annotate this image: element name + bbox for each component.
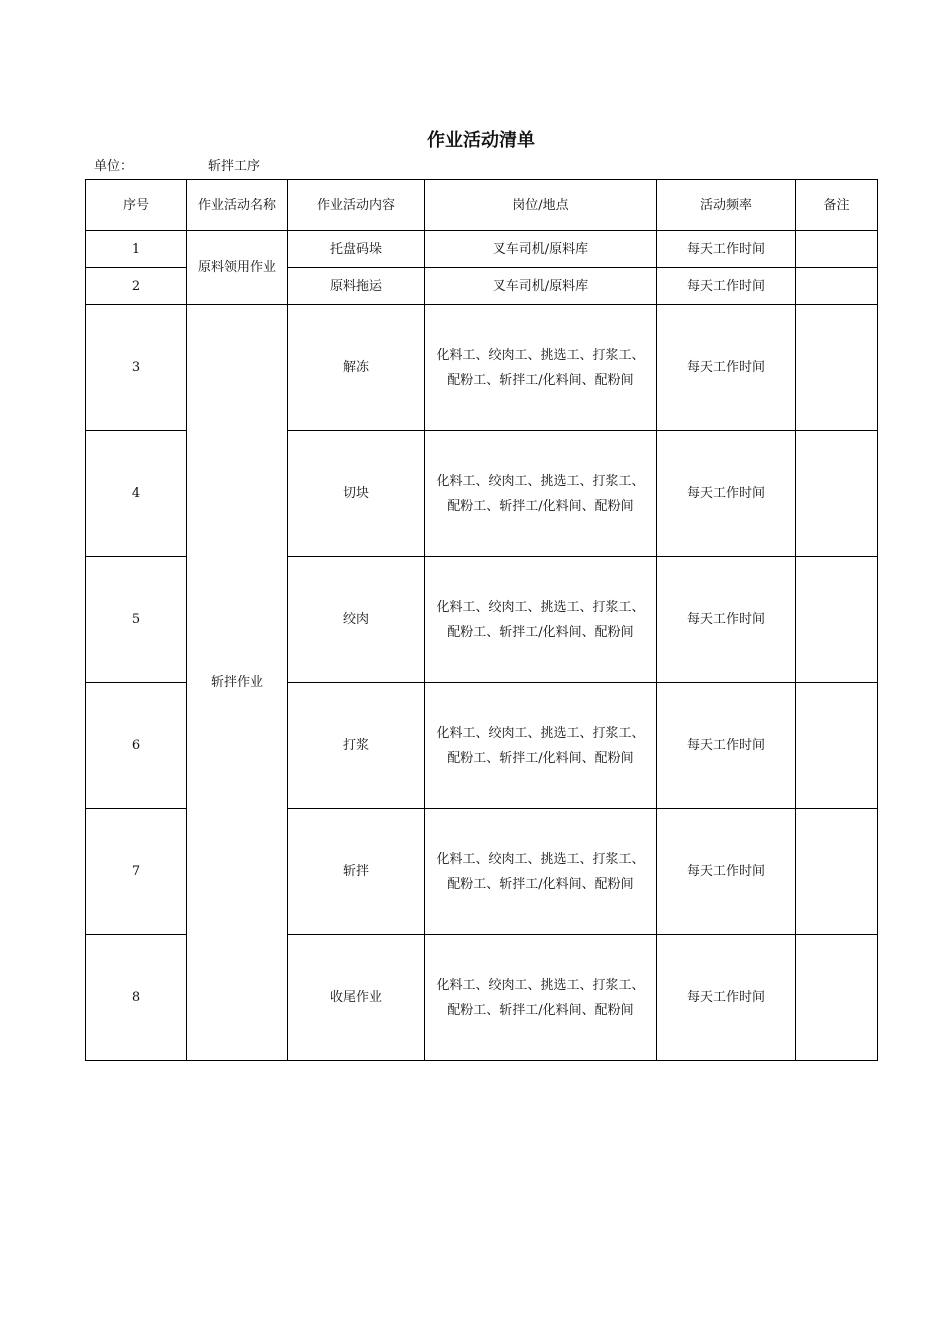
group-name-cell: 斩拌作业 xyxy=(187,305,288,1061)
table-row xyxy=(86,231,878,268)
post-cell: 化料工、绞肉工、挑选工、打浆工、配粉工、斩拌工/化料间、配粉间 xyxy=(425,809,657,935)
frequency-cell: 每天工作时间 xyxy=(657,935,796,1061)
post-cell: 化料工、绞肉工、挑选工、打浆工、配粉工、斩拌工/化料间、配粉间 xyxy=(425,431,657,557)
frequency-cell: 每天工作时间 xyxy=(657,231,796,268)
post-cell: 叉车司机/原料库 xyxy=(425,268,657,305)
activity-table xyxy=(85,179,878,1061)
table-row xyxy=(86,305,878,431)
header-cell: 作业活动名称 xyxy=(187,180,288,231)
row-number-cell: 5 xyxy=(86,557,187,683)
note-cell xyxy=(796,683,878,809)
row-number-cell: 4 xyxy=(86,431,187,557)
note-cell xyxy=(796,431,878,557)
note-cell xyxy=(796,231,878,268)
content-cell: 解冻 xyxy=(288,305,425,431)
row-number-cell: 1 xyxy=(86,231,187,268)
unit-label: 单位： xyxy=(94,159,134,174)
document-title: 作业活动清单 xyxy=(427,130,535,151)
note-cell xyxy=(796,305,878,431)
note-cell xyxy=(796,557,878,683)
header-cell: 岗位/地点 xyxy=(425,180,657,231)
frequency-cell: 每天工作时间 xyxy=(657,683,796,809)
post-cell: 化料工、绞肉工、挑选工、打浆工、配粉工、斩拌工/化料间、配粉间 xyxy=(425,935,657,1061)
content-cell: 切块 xyxy=(288,431,425,557)
frequency-cell: 每天工作时间 xyxy=(657,268,796,305)
post-cell: 化料工、绞肉工、挑选工、打浆工、配粉工、斩拌工/化料间、配粉间 xyxy=(425,683,657,809)
header-cell: 作业活动内容 xyxy=(288,180,425,231)
frequency-cell: 每天工作时间 xyxy=(657,557,796,683)
row-number-cell: 8 xyxy=(86,935,187,1061)
row-number-cell: 3 xyxy=(86,305,187,431)
note-cell xyxy=(796,268,878,305)
header-cell: 活动频率 xyxy=(657,180,796,231)
frequency-cell: 每天工作时间 xyxy=(657,809,796,935)
post-cell: 化料工、绞肉工、挑选工、打浆工、配粉工、斩拌工/化料间、配粉间 xyxy=(425,305,657,431)
frequency-cell: 每天工作时间 xyxy=(657,431,796,557)
group-name-cell: 原料领用作业 xyxy=(187,231,288,305)
post-cell: 叉车司机/原料库 xyxy=(425,231,657,268)
content-cell: 打浆 xyxy=(288,683,425,809)
note-cell xyxy=(796,809,878,935)
content-cell: 托盘码垛 xyxy=(288,231,425,268)
note-cell xyxy=(796,935,878,1061)
unit-value: 斩拌工序 xyxy=(208,159,261,174)
content-cell: 原料拖运 xyxy=(288,268,425,305)
content-cell: 收尾作业 xyxy=(288,935,425,1061)
frequency-cell: 每天工作时间 xyxy=(657,305,796,431)
table-header-row xyxy=(86,180,878,231)
header-cell: 备注 xyxy=(796,180,878,231)
header-cell: 序号 xyxy=(86,180,187,231)
row-number-cell: 6 xyxy=(86,683,187,809)
post-cell: 化料工、绞肉工、挑选工、打浆工、配粉工、斩拌工/化料间、配粉间 xyxy=(425,557,657,683)
content-cell: 斩拌 xyxy=(288,809,425,935)
row-number-cell: 2 xyxy=(86,268,187,305)
row-number-cell: 7 xyxy=(86,809,187,935)
content-cell: 绞肉 xyxy=(288,557,425,683)
